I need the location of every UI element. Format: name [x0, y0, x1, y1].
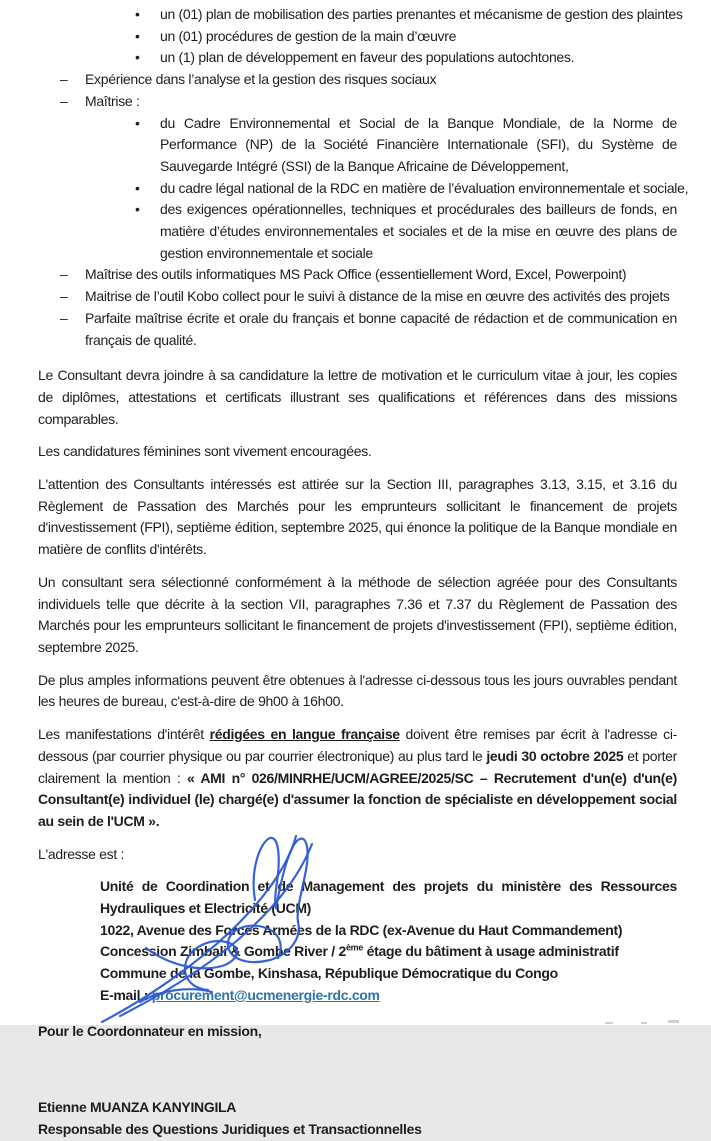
address-building-text: étage du bâtiment à usage administratif [363, 943, 619, 960]
list-item-text: du Cadre Environnemental et Social de la Banque Mondiale, de la Norme de Performance (NP) de la Société Financière Internationale (SFI), du Système de Sauvegarde Intégré (SSI) de la Banque Africaine de Développement, [160, 114, 677, 174]
dash-icon: – [60, 71, 68, 88]
list-item-text: un (1) plan de développement en faveur des populations autochtones. [160, 49, 575, 66]
ordinal-superscript: ème [345, 942, 364, 953]
submission-text: Les manifestations d'intérêt [38, 726, 210, 743]
list-item-text: Maîtrise des outils informatiques MS Pack Office (essentiellement Word, Excel, Powerpoint) [85, 266, 627, 283]
email-link[interactable]: procurement@ucmenergie-rdc.com [151, 986, 380, 1003]
bullet-icon: • [135, 6, 140, 22]
scan-artifact [641, 1022, 647, 1024]
dash-icon: – [60, 288, 68, 305]
list-item [38, 113, 677, 178]
address-email-line [100, 985, 677, 1007]
address-street: 1022, Avenue des Forces Armées de la RDC (ex-Avenue du Haut Commandement) [100, 921, 623, 938]
submission-language-requirement: rédigées en langue française [209, 726, 400, 743]
scan-artifact [605, 1022, 613, 1024]
list-item-text: Maitrise de l’outil Kobo collect pour le suivi à distance de la mise en œuvre des activités des projets [85, 288, 670, 305]
list-item [38, 178, 689, 200]
list-item-text: un (01) plan de mobilisation des parties prenantes et mécanisme de gestion des plaintes [160, 6, 683, 22]
submission-deadline: jeudi 30 octobre 2025 [486, 747, 624, 764]
list-item-text: Expérience dans l’analyse et la gestion des risques sociaux [85, 71, 437, 88]
dash-icon: – [60, 266, 68, 283]
address-block [100, 876, 677, 1006]
bullet-icon: • [135, 27, 140, 44]
list-item [38, 286, 677, 308]
signatory-title: Responsable des Questions Juridiques et Transactionnelles [38, 1120, 422, 1137]
address-intro: L'adresse est : [38, 845, 125, 862]
bullet-icon: • [135, 179, 140, 196]
list-item-text: Maîtrise : [85, 92, 140, 109]
dash-icon: – [60, 92, 68, 109]
list-item-text: Parfaite maîtrise écrite et orale du français et bonne capacité de rédaction et de communication en français de qualité. [85, 309, 677, 348]
scan-artifact [668, 1020, 679, 1023]
list-item [38, 47, 677, 69]
list-item [38, 4, 683, 26]
list-item [38, 308, 677, 351]
signatory-block [38, 1097, 677, 1140]
list-item [38, 264, 677, 286]
bullet-icon: • [135, 49, 140, 66]
list-item-text: un (01) procédures de gestion de la main d’œuvre [160, 27, 457, 44]
address-building-text: Concession Zimbali & Gombe River / 2 [100, 943, 346, 960]
paragraph-informations: De plus amples informations peuvent être obtenues à l'adresse ci-dessous tous les jours ouvrables pendant les heures de bureau, c'est-à-dire de 9h00 à 16h00. [38, 671, 677, 710]
list-item-text: des exigences opérationnelles, techniques et procédurales des bailleurs de fonds, en matière d’études environnementales et sociales et de la mise en œuvre des plans de gestion environnementale et sociale [160, 201, 677, 261]
submission-text: doivent être remises par écrit à l'adresse ci-dessous (par courrier physique ou par courrier électronique) au plus tard le [38, 726, 678, 764]
list-item-text: du cadre légal national de la RDC en matière de l’évaluation environnementale et sociale, [160, 179, 689, 196]
address-city: Commune de la Gombe, Kinshasa, République Démocratique du Congo [100, 965, 558, 982]
list-item [38, 69, 677, 91]
address-org: Unité de Coordination et de Management des projets du ministère des Ressources Hydrauliques et Electricité (UCM) [100, 878, 677, 917]
paragraph-section-iii: L'attention des Consultants intéressés est attirée sur la Section III, paragraphes 3.13, 3.15, et 3.16 du Règlement de Passation des Marchés pour les emprunteurs sollicitant le financement de projets d'investissement (FPI), septième édition, septembre 2025, qui énonce la politique de la Banque mondiale en matière de conflits d'intérêts. [38, 476, 677, 558]
paragraph-candidature: Le Consultant devra joindre à sa candidature la lettre de motivation et le curriculum vitae à jour, les copies de diplômes, attestations et certificats illustrant ses qualifications et références dans des missions comparables. [38, 367, 677, 427]
dash-icon: – [60, 309, 68, 326]
list-item [38, 26, 677, 48]
submission-ami-reference: « AMI n° 026/MINRHE/UCM/AGREE/2025/SC – Recrutement d'un(e) d'un(e) Consultant(e) individuel (le) chargé(e) d'assumer la fonction de spécialiste en développement social au sein de l'UCM ». [38, 769, 677, 829]
email-label: E-mail : [100, 986, 152, 1003]
bullet-icon: • [135, 114, 140, 131]
address-building [100, 941, 677, 963]
bullet-icon: • [135, 201, 140, 218]
paragraph-manifestations [38, 724, 677, 833]
signoff-line: Pour le Coordonnateur en mission, [38, 1022, 262, 1039]
list-item [38, 91, 677, 113]
paragraph-candidatures-feminines: Les candidatures féminines sont vivement encouragées. [38, 443, 372, 460]
signatory-name: Etienne MUANZA KANYINGILA [38, 1099, 237, 1116]
submission-text: et porter clairement la mention : [38, 747, 678, 786]
list-item [38, 199, 677, 264]
paragraph-methode-selection: Un consultant sera sélectionné conformément à la méthode de sélection agréée pour des Consultants individuels telle que décrite à la section VII, paragraphes 7.36 et 7.37 du Règlement de Passation des Marchés pour les emprunteurs sollicitant le financement de projets d'investissement (FPI), septième édition, septembre 2025. [38, 573, 677, 655]
